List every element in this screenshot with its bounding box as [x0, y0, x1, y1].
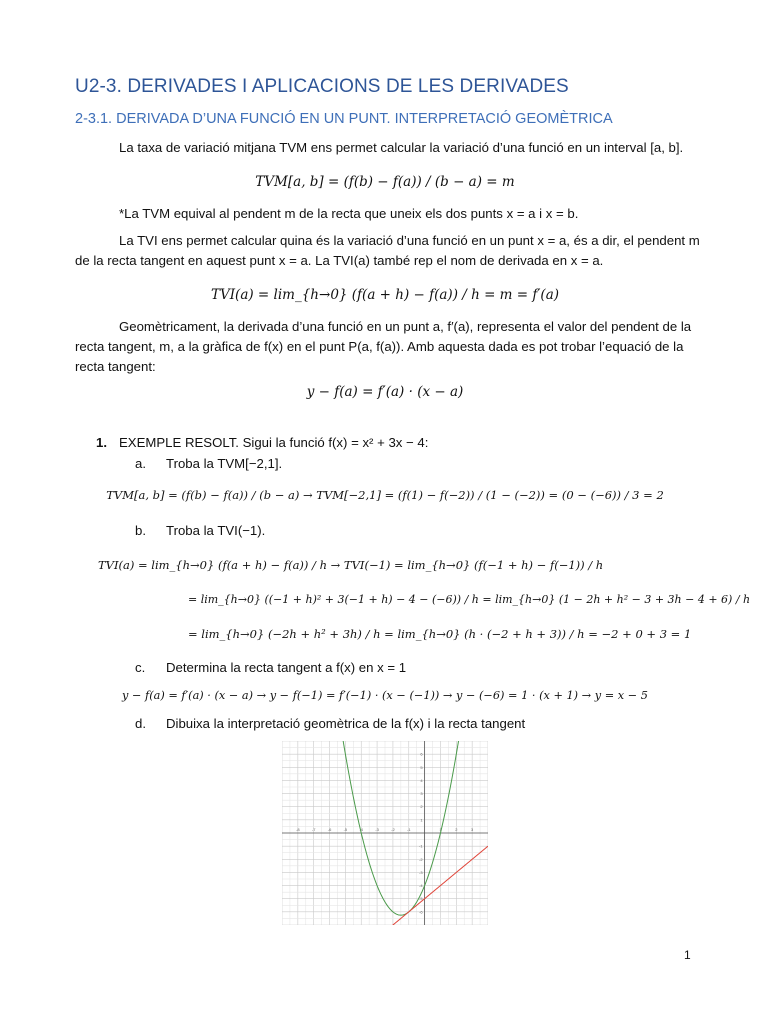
y-tick-label: 1: [420, 817, 423, 823]
paragraph-tvm: La taxa de variació mitjana TVM ens permet calcular la variació d’una funció en un interval [a, b].: [119, 140, 684, 155]
item-a-text: Troba la TVM[−2,1].: [166, 456, 283, 471]
equation-item-a: TVM[a, b] = (f(b) − f(a)) / (b − a) → TVM[−2,1] = (f(1) − f(−2)) / (1 − (−2)) = (0 − (−6)) / 3 = 2: [106, 488, 664, 502]
example-number: 1.: [96, 435, 107, 450]
x-tick-label: 1: [439, 827, 442, 832]
item-a-label: a.: [135, 456, 146, 471]
x-tick-label: -6: [327, 827, 332, 832]
x-tick-label: -3: [375, 827, 379, 832]
example-title: EXEMPLE RESOLT. Sigui la funció f(x) = x² + 3x − 4:: [119, 435, 429, 450]
x-tick-label: -1: [406, 827, 411, 832]
section-title: 2-3.1. DERIVADA D’UNA FUNCIÓ EN UN PUNT. INTERPRETACIÓ GEOMÈTRICA: [75, 111, 613, 127]
equation-item-b-line2: = lim_{h→0} ((−1 + h)² + 3(−1 + h) − 4 − (−6)) / h = lim_{h→0} (1 − 2h + h² − 3 + 3h − 4 + 6) / h: [188, 593, 751, 606]
x-tick-label: -4: [359, 827, 364, 832]
paragraph-geom-line1: Geomètricament, la derivada d’una funció en un punt a, f′(a), representa el valor del pendent de la: [119, 319, 692, 334]
equation-item-b-line3: = lim_{h→0} (−2h + h² + 3h) / h = lim_{h→0} (h · (−2 + h + 3)) / h = −2 + 0 + 3 = 1: [188, 627, 692, 641]
item-d-label: d.: [135, 716, 146, 731]
y-tick-label: -3: [419, 869, 423, 875]
item-c-label: c.: [135, 660, 146, 675]
paragraph-geom-line3: recta tangent:: [75, 359, 156, 374]
y-tick-label: 6: [420, 751, 423, 757]
y-tick-label: 4: [420, 777, 423, 783]
paragraph-tvi-line1: La TVI ens permet calcular quina és la variació d’una funció en un punt x = a, és a dir, el pendent m: [119, 233, 700, 248]
x-tick-label: -2: [391, 827, 395, 832]
item-b-text: Troba la TVI(−1).: [166, 523, 266, 538]
equation-tangent: y − f(a) = f′(a) · (x − a): [306, 384, 464, 400]
x-tick-label: 2: [455, 827, 458, 832]
y-tick-label: 5: [420, 764, 423, 770]
paragraph-geom-line2: recta tangent, m, a la gràfica de f(x) en el punt P(a, f(a)). Amb aquesta dada es pot trobar l’equació de la: [75, 339, 684, 354]
function-graph: [282, 741, 488, 925]
y-tick-label: -2: [419, 856, 423, 862]
item-c-text: Determina la recta tangent a f(x) en x = 1: [166, 660, 407, 675]
page-title: U2-3. DERIVADES I APLICACIONS DE LES DERIVADES: [75, 76, 569, 97]
y-tick-label: 3: [420, 791, 423, 797]
x-tick-label: 3: [471, 827, 474, 832]
x-tick-label: -7: [311, 827, 316, 832]
x-tick-label: -5: [343, 827, 348, 832]
note-tvm: *La TVM equival al pendent m de la recta que uneix els dos punts x = a i x = b.: [119, 206, 579, 221]
equation-tvm: TVM[a, b] = (f(b) − f(a)) / (b − a) = m: [255, 174, 515, 190]
y-tick-label: -5: [419, 896, 423, 902]
item-b-label: b.: [135, 523, 146, 538]
equation-tvi: TVI(a) = lim_{h→0} (f(a + h) − f(a)) / h = m = f′(a): [210, 287, 560, 303]
page-number: 1: [684, 948, 691, 962]
y-tick-label: -4: [419, 883, 423, 889]
equation-item-b-line1: TVI(a) = lim_{h→0} (f(a + h) − f(a)) / h → TVI(−1) = lim_{h→0} (f(−1 + h) − f(−1)) / h: [98, 558, 604, 572]
item-d-text: Dibuixa la interpretació geomètrica de la f(x) i la recta tangent: [166, 716, 526, 731]
y-tick-label: -6: [419, 909, 423, 915]
paragraph-tvi-line2: de la recta tangent en aquest punt x = a. La TVI(a) també rep el nom de derivada en x = a.: [75, 253, 604, 268]
y-tick-label: 2: [420, 804, 423, 810]
equation-item-c: y − f(a) = f′(a) · (x − a) → y − f(−1) = f′(−1) · (x − (−1)) → y − (−6) = 1 · (x + 1) → y = x − 5: [122, 689, 648, 702]
x-tick-label: -8: [296, 827, 300, 832]
y-tick-label: -1: [419, 843, 423, 849]
